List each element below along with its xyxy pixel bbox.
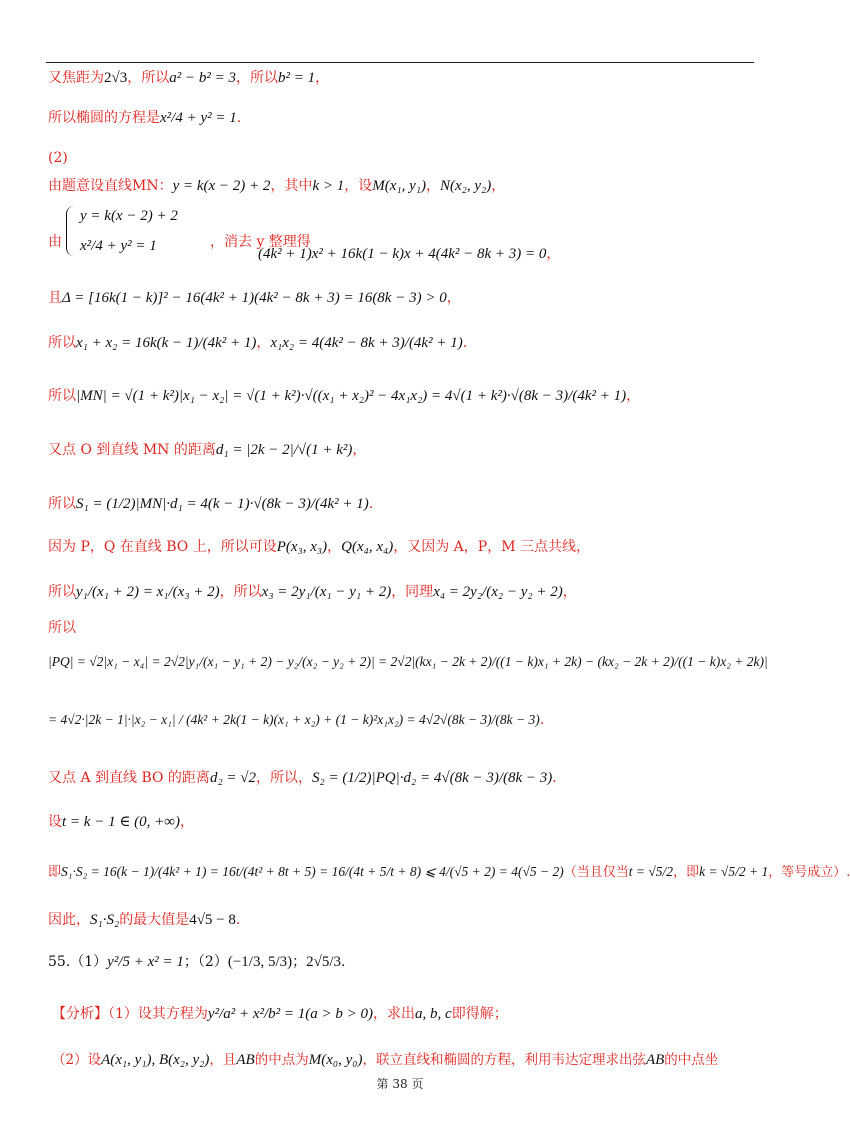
line-17: 设t = k − 1 ∈ (0, +∞)， bbox=[48, 814, 194, 830]
line-15: = 4√2·|2k − 1|·|x₂ − x₁| / (4k² + 2k(1 − k)(x₁ + x₂) + (1 − k)²x₁x₂) = 4√2√(8k − 3)/(8k − 3). bbox=[48, 712, 545, 728]
line-2: 所以椭圆的方程是x²/4 + y² = 1. bbox=[48, 110, 242, 126]
line-4: 由题意设直线MN：y = k(x − 2) + 2，其中k > 1，设M(x₁, y₁)，N(x₂, y₂)， bbox=[48, 178, 506, 194]
line-11: 因为 P，Q 在直线 BO 上，所以可设P(x₃, x₃)，Q(x₄, x₄)，又因为 A，P，M 三点共线， bbox=[48, 539, 590, 555]
line-9: 又点 O 到直线 MN 的距离d₁ = |2k − 2|/√(1 + k²)， bbox=[48, 442, 367, 458]
line-14: |PQ| = √2|x₁ − x₄| = 2√2|y₁/(x₁ − y₁ + 2) − y₂/(x₂ − y₂ + 2)| = 2√2|(kx₁ − 2k + 2)/((1 − k)x₁ + 2k) − (kx₂ − 2k + 2)/((1 − k)x₂ + 2k)| bbox=[48, 654, 768, 669]
line-10: 所以S₁ = (1/2)|MN|·d₁ = 4(k − 1)·√(8k − 3)/(4k² + 1). bbox=[48, 496, 374, 512]
line-5-eq: (4k² + 1)x² + 16k(1 − k)x + 4(4k² − 8k + 3) = 0， bbox=[258, 246, 561, 262]
line-18: 即S₁·S₂ = 16(k − 1)/(4k² + 1) = 16t/(4t² + 8t + 5) = 16/(4t + 5/t + 8) ⩽ 4/(√5 + 2) = 4(√5 − 2)（当且仅当t = √5/2，即k = √5/2 + 1，等号成立）. bbox=[48, 864, 850, 880]
part-2-label: (2) bbox=[48, 150, 68, 166]
line-6: 且Δ = [16k(1 − k)]² − 16(4k² + 1)(4k² − 8k + 3) = 16(8k − 3) > 0， bbox=[48, 290, 461, 306]
system-eq-2: x²/4 + y² = 1 bbox=[80, 238, 157, 254]
system-brace bbox=[66, 206, 77, 256]
line-19: 因此，S₁·S₂的最大值是4√5 − 8. bbox=[48, 912, 241, 928]
page-number: 第 38 页 bbox=[376, 1077, 424, 1091]
line-16: 又点 A 到直线 BO 的距离d₂ = √2，所以，S₂ = (1/2)|PQ|·d₂ = 4√(8k − 3)/(8k − 3). bbox=[48, 770, 557, 786]
line-12: 所以y₁/(x₁ + 2) = x₁/(x₃ + 2)，所以x₃ = 2y₁/(x₁ − y₁ + 2)，同理x₄ = 2y₂/(x₂ − y₂ + 2)， bbox=[48, 584, 577, 600]
analysis-2: （2）设A(x₁, y₁), B(x₂, y₂)，且AB的中点为M(x₀, y₀)，联立直线和椭圆的方程，利用韦达定理求出弦AB的中点坐 bbox=[52, 1052, 719, 1068]
line-13: 所以 bbox=[48, 620, 76, 636]
answer-55: 55.（1）y²/5 + x² = 1；（2）(−1/3, 5/3)；2√5/3. bbox=[48, 954, 346, 970]
line-8: 所以|MN| = √(1 + k²)|x₁ − x₂| = √(1 + k²)·√((x₁ + x₂)² − 4x₁x₂) = 4√(1 + k²)·√(8k − 3)/(4k² + 1)， bbox=[48, 388, 641, 404]
analysis-1: 【分析】（1）设其方程为y²/a² + x²/b² = 1(a > b > 0)，求出a, b, c即得解； bbox=[52, 1006, 508, 1022]
line-7: 所以x₁ + x₂ = 16k(k − 1)/(4k² + 1)，x₁x₂ = 4(4k² − 8k + 3)/(4k² + 1). bbox=[48, 335, 468, 351]
line-5-text: ，消去 y 整理得 bbox=[210, 234, 311, 250]
line-1: 又焦距为2√3，所以a² − b² = 3，所以b² = 1， bbox=[48, 70, 330, 86]
header-rule bbox=[46, 62, 754, 63]
system-prefix: 由 bbox=[48, 234, 62, 250]
system-eq-1: y = k(x − 2) + 2 bbox=[80, 208, 178, 224]
